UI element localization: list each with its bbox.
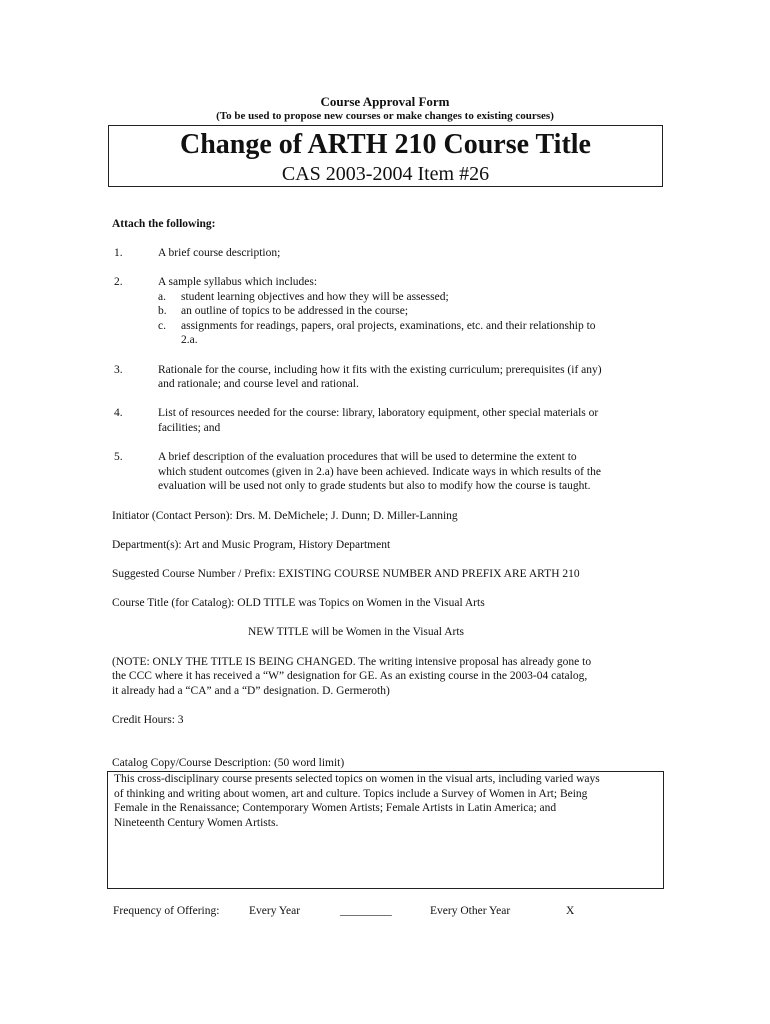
catalog-line: Nineteenth Century Women Artists.	[114, 817, 279, 829]
sub-item-text: an outline of topics to be addressed in the course;	[181, 305, 409, 317]
list-item-number: 1.	[114, 247, 123, 259]
every-other-year-mark: X	[566, 905, 575, 917]
sub-item-text: 2.a.	[181, 334, 198, 346]
department-field: Department(s): Art and Music Program, History Department	[112, 539, 391, 551]
attach-heading: Attach the following:	[112, 218, 216, 230]
new-title-field: NEW TITLE will be Women in the Visual Arts	[248, 626, 465, 638]
note-line: (NOTE: ONLY THE TITLE IS BEING CHANGED. The writing intensive proposal has already gone to	[112, 656, 592, 668]
list-item-number: 3.	[114, 364, 123, 376]
catalog-description-box	[107, 771, 664, 889]
list-item-number: 5.	[114, 451, 123, 463]
list-item-text: and rationale; and course level and rational.	[158, 378, 359, 390]
sub-item-text: student learning objectives and how they will be assessed;	[181, 291, 449, 303]
list-item-text: List of resources needed for the course: library, laboratory equipment, other special materials or	[158, 407, 599, 419]
list-item-text: which student outcomes (given in 2.a) have been achieved. Indicate ways in which results of the	[158, 466, 601, 478]
sub-item-letter: a.	[158, 291, 166, 303]
list-item-text: A brief course description;	[158, 247, 281, 259]
course-title-field: Course Title (for Catalog): OLD TITLE was Topics on Women in the Visual Arts	[112, 597, 485, 609]
form-subtitle: (To be used to propose new courses or make changes to existing courses)	[216, 110, 554, 122]
sub-item-letter: b.	[158, 305, 167, 317]
credit-hours-field: Credit Hours: 3	[112, 714, 184, 726]
every-year-option: Every Year	[249, 905, 301, 917]
every-year-blank: _________	[340, 905, 392, 917]
list-item-number: 2.	[114, 276, 123, 288]
list-item-text: A sample syllabus which includes:	[158, 276, 318, 288]
note-line: it already had a “CA” and a “D” designation. D. Germeroth)	[112, 685, 390, 697]
item-number: CAS 2003-2004 Item #26	[281, 163, 490, 185]
course-number-field: Suggested Course Number / Prefix: EXISTING COURSE NUMBER AND PREFIX ARE ARTH 210	[112, 568, 580, 580]
title-box	[108, 125, 663, 187]
sub-item-text: assignments for readings, papers, oral projects, examinations, etc. and their relationship to	[181, 320, 596, 332]
catalog-line: This cross-disciplinary course presents selected topics on women in the visual arts, including varied ways	[114, 773, 600, 785]
catalog-label: Catalog Copy/Course Description: (50 word limit)	[112, 757, 345, 769]
list-item-text: facilities; and	[158, 422, 221, 434]
list-item-number: 4.	[114, 407, 123, 419]
list-item-text: A brief description of the evaluation procedures that will be used to determine the extent to	[158, 451, 577, 463]
initiator-field: Initiator (Contact Person): Drs. M. DeMichele; J. Dunn; D. Miller-Lanning	[112, 510, 458, 522]
form-title: Course Approval Form	[320, 94, 450, 109]
document-title: Change of ARTH 210 Course Title	[179, 129, 591, 160]
frequency-label: Frequency of Offering:	[113, 905, 220, 917]
every-other-year-option: Every Other Year	[430, 905, 511, 917]
note-line: the CCC where it has received a “W” designation for GE. As an existing course in the 2003-04 catalog,	[112, 670, 588, 682]
sub-item-letter: c.	[158, 320, 166, 332]
catalog-line: Female in the Renaissance; Contemporary Women Artists; Female Artists in Latin America; and	[114, 802, 557, 814]
catalog-line: of thinking and writing about women, art and culture. Topics include a Survey of Women in Art; Being	[114, 788, 588, 800]
list-item-text: evaluation will be used not only to grade students but also to modify how the course is taught.	[158, 480, 591, 492]
list-item-text: Rationale for the course, including how it fits with the existing curriculum; prerequisites (if any)	[158, 364, 602, 376]
